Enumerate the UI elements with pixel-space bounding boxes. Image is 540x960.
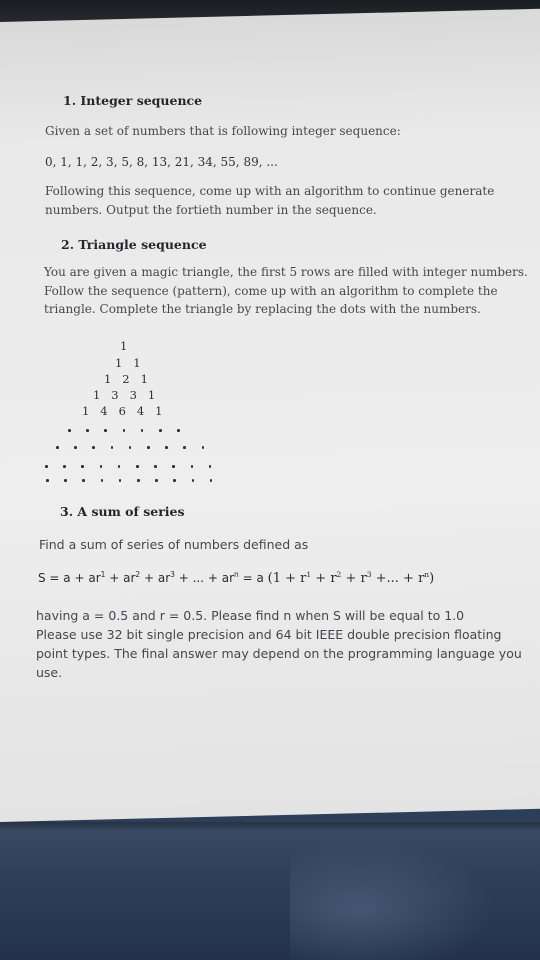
placeholder-dot bbox=[210, 479, 213, 482]
triangle-row-5: 1 4 6 4 1 bbox=[82, 404, 163, 418]
section1-text-line2: Following this sequence, come up with an algorithm to continue generate bbox=[45, 184, 495, 198]
formula-part: ) bbox=[429, 571, 435, 586]
placeholder-dot bbox=[183, 446, 186, 449]
section1-intro: Given a set of numbers that is following integer sequence: bbox=[45, 124, 401, 138]
triangle-row-2: 1 1 bbox=[115, 356, 141, 370]
formula-factored bbox=[268, 571, 435, 586]
placeholder-dot bbox=[46, 479, 49, 482]
section2-text-line1: You are given a magic triangle, the first 5 rows are filled with integer numbers. bbox=[44, 265, 528, 279]
fabric-fold bbox=[290, 830, 520, 960]
section2-text-line2: Follow the sequence (pattern), come up with an algorithm to complete the bbox=[44, 284, 498, 298]
placeholder-dot bbox=[64, 479, 67, 482]
section3-text-line5: use. bbox=[36, 665, 63, 680]
section1-title: 1. Integer sequence bbox=[63, 93, 203, 108]
placeholder-dot bbox=[159, 429, 162, 432]
placeholder-dot bbox=[165, 446, 168, 449]
formula-part: (1 + r bbox=[267, 571, 307, 586]
formula-exponent: 1 bbox=[306, 570, 312, 579]
section2-title: 2. Triangle sequence bbox=[61, 237, 207, 252]
formula-part: + ar bbox=[140, 571, 171, 585]
triangle-dots-row-6 bbox=[68, 429, 195, 432]
placeholder-dot bbox=[100, 465, 103, 468]
placeholder-dot bbox=[147, 446, 150, 449]
placeholder-dot bbox=[101, 479, 104, 482]
placeholder-dot bbox=[172, 465, 175, 468]
section3-text-line3: Please use 32 bit single precision and 64 bit IEEE double precision floating bbox=[36, 627, 502, 642]
placeholder-dot bbox=[191, 465, 194, 468]
placeholder-dot bbox=[86, 429, 89, 432]
triangle-row-4: 1 3 3 1 bbox=[93, 388, 156, 402]
series-formula bbox=[38, 570, 434, 586]
formula-part: = a bbox=[238, 571, 268, 585]
placeholder-dot bbox=[177, 429, 180, 432]
placeholder-dot bbox=[141, 429, 144, 432]
section2-text-line3: triangle. Complete the triangle by replacing the dots with the numbers. bbox=[44, 302, 481, 316]
fibonacci-sequence: 0, 1, 1, 2, 3, 5, 8, 13, 21, 34, 55, 89, ... bbox=[45, 155, 278, 169]
formula-part: S = a + ar bbox=[38, 571, 101, 585]
placeholder-dot bbox=[104, 429, 107, 432]
placeholder-dot bbox=[202, 446, 205, 449]
triangle-row-3: 1 2 1 bbox=[104, 372, 148, 386]
placeholder-dot bbox=[63, 465, 66, 468]
placeholder-dot bbox=[155, 479, 158, 482]
placeholder-dot bbox=[119, 479, 122, 482]
triangle-dots-row-7 bbox=[56, 446, 220, 449]
placeholder-dot bbox=[56, 446, 59, 449]
section1-text-line3: numbers. Output the fortieth number in the sequence. bbox=[45, 203, 377, 217]
formula-exponent: 1 bbox=[100, 570, 106, 579]
formula-exponent: n bbox=[234, 570, 239, 579]
formula-exponent: 2 bbox=[135, 570, 141, 579]
placeholder-dot bbox=[154, 465, 157, 468]
formula-exponent: n bbox=[424, 570, 430, 579]
formula-part: + r bbox=[311, 571, 337, 586]
placeholder-dot bbox=[92, 446, 95, 449]
formula-part: +... + r bbox=[371, 571, 425, 586]
formula-exponent: 3 bbox=[170, 570, 175, 579]
section3-text-line2: having a = 0.5 and r = 0.5. Please find n when S will be equal to 1.0 bbox=[36, 608, 465, 623]
placeholder-dot bbox=[173, 479, 176, 482]
section3-title: 3. A sum of series bbox=[60, 504, 185, 519]
placeholder-dot bbox=[45, 465, 48, 468]
triangle-dots-row-8 bbox=[45, 465, 227, 468]
placeholder-dot bbox=[81, 465, 84, 468]
placeholder-dot bbox=[209, 465, 212, 468]
section3-intro: Find a sum of series of numbers defined as bbox=[39, 537, 309, 552]
formula-part: + ar bbox=[105, 571, 136, 585]
formula-exponent: 3 bbox=[366, 570, 372, 579]
placeholder-dot bbox=[118, 465, 121, 468]
placeholder-dot bbox=[82, 479, 85, 482]
section3-text-line4: point types. The final answer may depend on the programming language you bbox=[36, 646, 522, 661]
placeholder-dot bbox=[74, 446, 77, 449]
placeholder-dot bbox=[68, 429, 71, 432]
placeholder-dot bbox=[192, 479, 195, 482]
placeholder-dot bbox=[111, 446, 114, 449]
placeholder-dot bbox=[136, 465, 139, 468]
placeholder-dot bbox=[129, 446, 132, 449]
placeholder-dot bbox=[137, 479, 140, 482]
placeholder-dot bbox=[123, 429, 126, 432]
formula-exponent: 2 bbox=[336, 570, 342, 579]
paper-shadow bbox=[0, 822, 540, 832]
formula-part: + r bbox=[341, 571, 367, 586]
formula-part: + ... + ar bbox=[174, 571, 235, 585]
triangle-row-1: 1 bbox=[120, 339, 128, 353]
triangle-dots-row-9 bbox=[46, 479, 228, 482]
